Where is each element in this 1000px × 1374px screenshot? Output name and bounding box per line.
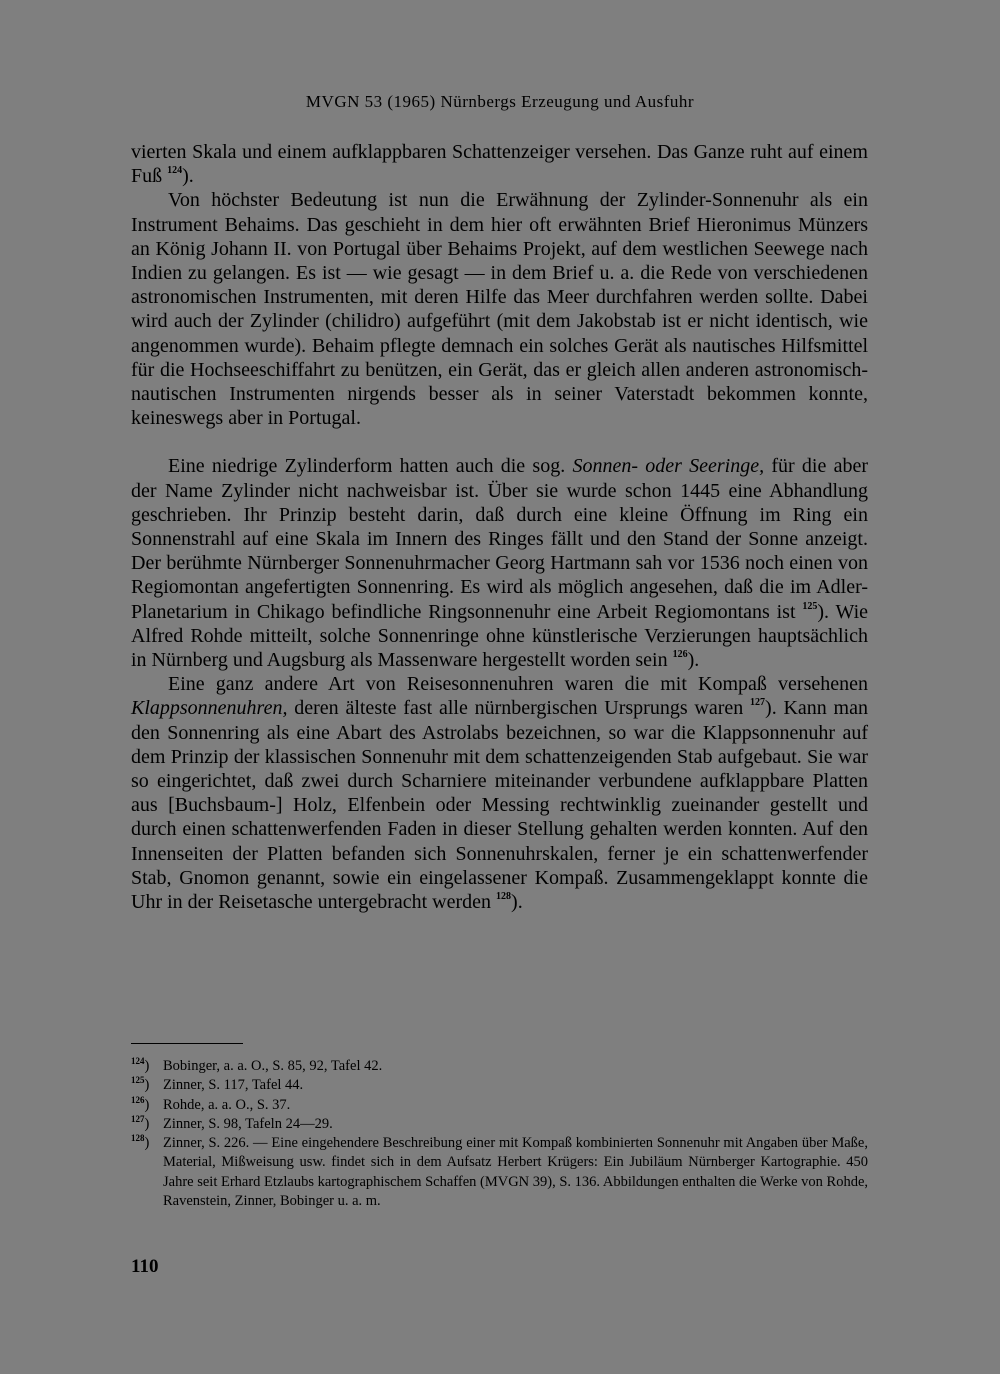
footnote-number: 124: [131, 1056, 145, 1066]
footnote-text: Zinner, S. 98, Tafeln 24—29.: [163, 1115, 333, 1132]
footnote-number: 128: [131, 1133, 145, 1144]
paragraph-continuation: vierten Skala und einem aufklappbaren Schattenzeiger versehen. Das Ganze ruht auf einem Fuß $^{124}$).: [131, 141, 868, 188]
footnote-ref: 124: [167, 165, 183, 177]
footnote-separator: [131, 1043, 243, 1044]
footnote: $^{128}$) Zinner, S. 226. — Eine eingehendere Beschreibung einer mit Kompaß kombinierten Sonnenuhr mit Angaben über Maße, Material, Mißweisung usw. findet sich in dem Aufsatz Herbert Krügers: Ein Jubiläum Nürnberger Kartographie. 450 Jahre seit Erhard Etzlaubs kartographischem Schaffen (MVGN 39), S. 136. Abbildungen enthalten die Werke von Rohde, Ravenstein, Zinner, Bobinger u. a. m.: [131, 1134, 868, 1211]
paragraph-klappsonnenuhren: Eine ganz andere Art von Reisesonnenuhren waren die mit Kompaß versehenen Klappsonnenuhren, deren älteste fast alle nürnbergischen Ursprungs waren $^{127}$). Kann man den Sonnenring als eine Abart des Astrolabs bezeichnen, so war die Klappsonnenuhr auf dem Prinzip der klassischen Sonnenuhr mit dem schattenzeigenden Stab aufgebaut. Sie war so eingerichtet, daß zwei durch Scharniere miteinander verbundene aufklappbare Platten aus [Buchsbaum-] Holz, Elfenbein oder Messing rechtwinklig zueinander gestellt und durch einen schattenwerfenden Faden in dieser Stellung gehalten werden konnten. Auf den Innenseiten der Platten befanden sich Sonnenuhrskalen, ferner je ein schattenwerfender Stab, Gnomon genannt, sowie ein eingelassener Kompaß. Zusammengeklappt konnte die Uhr in der Reisetasche untergebracht werden $^{128}$).: [131, 673, 868, 914]
footnote-number: 127: [131, 1113, 145, 1124]
emphasis-term: Sonnen- oder Seeringe,: [572, 455, 765, 478]
main-text: [131, 140, 868, 914]
footnote: $^{126}$) Rohde, a. a. O., S. 37.: [131, 1096, 868, 1115]
footnote-text: Bobinger, a. a. O., S. 85, 92, Tafel 42.: [163, 1058, 383, 1074]
footnote-ref: 125: [802, 600, 818, 612]
running-header: MVGN 53 (1965) Nürnbergs Erzeugung und Ausfuhr: [305, 92, 695, 111]
footnote-ref: 127: [750, 697, 766, 709]
footnote: $^{125}$) Zinner, S. 117, Tafel 44.: [131, 1076, 868, 1095]
footnote-text: Zinner, S. 226. — Eine eingehendere Beschreibung einer mit Kompaß kombinierten Sonnenuhr mit Angaben über Maße, Material, Mißweisung usw. findet sich in dem Aufsatz Herbert Krügers: Ein Jubiläum Nürnberger Kartographie. 450 Jahre seit Erhard Etzlaubs kartographischem Schaffen (MVGN 39), S. 136. Abbildungen enthalten die Werke von Rohde, Ravenstein, Zinner, Bobinger u. a. m.: [163, 1135, 868, 1210]
footnote-number: 126: [131, 1094, 145, 1105]
footnote: $^{127}$) Zinner, S. 98, Tafeln 24—29.: [131, 1115, 868, 1134]
paragraph-sonnenringe: Eine niedrige Zylinderform hatten auch die sog. Sonnen- oder Seeringe, für die aber der Name Zylinder nicht nachweisbar ist. Über sie wurde schon 1445 eine Abhandlung geschrieben. Ihr Prinzip besteht darin, daß durch eine kleine Öffnung im Ring ein Sonnenstrahl auf eine Skala im Innern des Ringes fällt und den Stand der Sonne anzeigt. Der berühmte Nürnberger Sonnenuhrmacher Georg Hartmann sah vor 1536 noch einen von Regiomontan angefertigten Sonnenring. Es wird als möglich angesehen, daß die im Adler-Planetarium in Chikago befindliche Ringsonnenuhr eine Arbeit Regiomontans ist $^{125}$). Wie Alfred Rohde mitteilt, solche Sonnenringe ohne künstlerische Verzierungen hauptsächlich in Nürnberg und Augsburg als Massenware hergestellt worden sein $^{126}$).: [131, 455, 869, 672]
footnote-number: 125: [131, 1075, 145, 1086]
emphasis-term: Klappsonnenuhren,: [131, 697, 288, 720]
page-number: 110: [131, 1256, 159, 1277]
footnote-text: Rohde, a. a. O., S. 37.: [163, 1096, 291, 1113]
paragraph-zylinder-sonnenuhr: Von höchster Bedeutung ist nun die Erwähnung der Zylinder-Sonnenuhr als ein Instrument Behaims. Das geschieht in dem hier oft erwähnten Brief Hieronimus Münzers an König Johann II. von Portugal über Behaims Projekt, auf dem westlichen Seewege nach Indien zu gelangen. Es ist — wie gesagt — in dem Brief u. a. die Rede von verschiedenen astronomischen Instrumenten, mit deren Hilfe das Meer durchfahren werden sollte. Dabei wird auch der Zylinder (chilidro) aufgeführt (mit dem Jakobstab ist er nicht identisch, wie angenommen wurde). Behaim pflegte demnach ein solches Gerät als nautisches Hilfsmittel für die Hochseeschiffahrt zu benützen, ein Gerät, das er gleich allen anderen astronomisch-nautischen Instrumenten nirgends besser als in seiner Vaterstadt bekommen konnte, keineswegs aber in Portugal.: [131, 189, 868, 430]
footnote-text: Zinner, S. 117, Tafel 44.: [163, 1077, 304, 1094]
footnote-ref: 126: [672, 649, 688, 661]
footnote-ref: 128: [496, 891, 512, 903]
footnote: $^{124}$) Bobinger, a. a. O., S. 85, 92, Tafel 42.: [131, 1057, 868, 1076]
footnotes: [131, 1057, 868, 1211]
